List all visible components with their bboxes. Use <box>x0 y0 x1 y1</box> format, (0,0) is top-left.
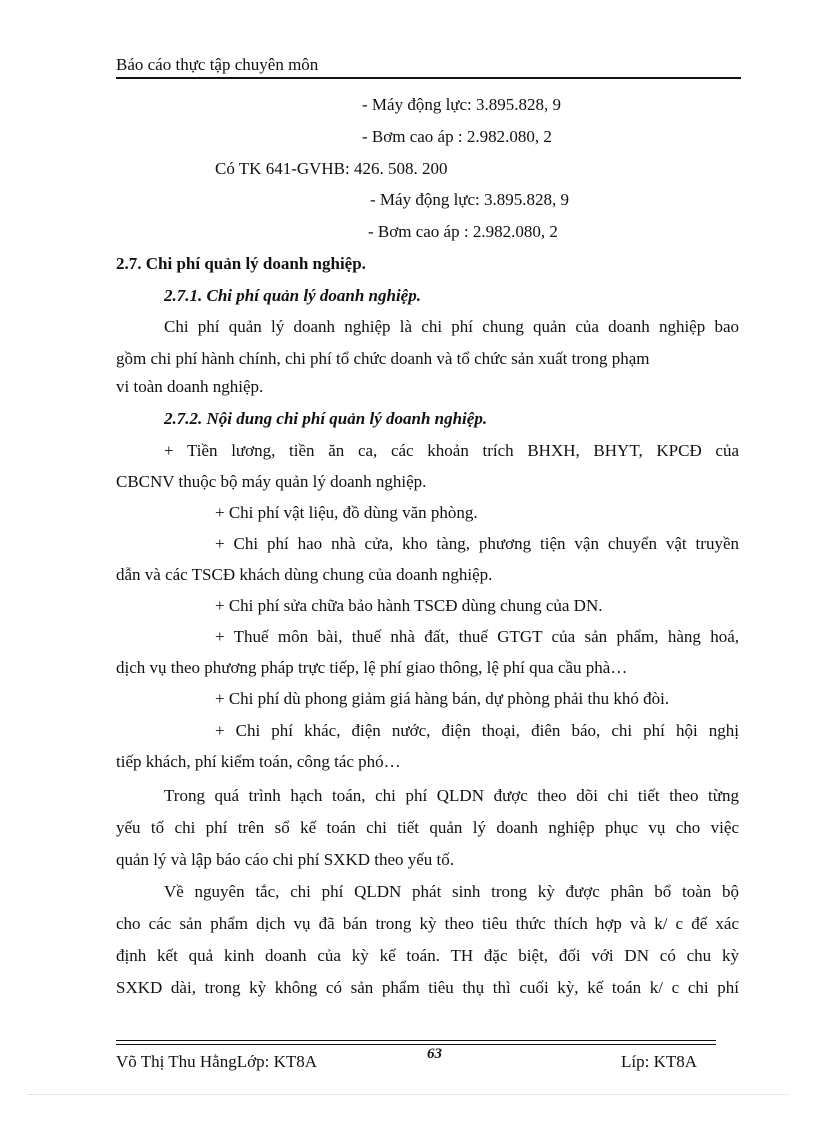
sub2-line-5: dẫn và các TSCĐ khách dùng chung của doanh nghiệp. <box>116 565 493 584</box>
para3-line-2: yếu tố chi phí trên sổ kế toán chi tiết quản lý doanh nghiệp phục vụ cho việc <box>116 818 739 837</box>
entry-line-5: - Bơm cao áp : 2.982.080, 2 <box>368 222 558 241</box>
sub2-line-2: CBCNV thuộc bộ máy quản lý doanh nghiệp. <box>116 472 427 491</box>
para4-line-2: cho các sản phẩm dịch vụ đã bán trong kỳ theo tiêu thức thích hợp và k/ c để xác <box>116 914 739 933</box>
sub1-line-3: vi toàn doanh nghiệp. <box>116 377 264 396</box>
header-rule <box>116 77 741 79</box>
sub2-line-4: + Chi phí hao nhà cửa, kho tàng, phương tiện vận chuyển vật truyền <box>215 534 739 553</box>
para3-line-1: Trong quá trình hạch toán, chi phí QLDN được theo dõi chi tiết theo từng <box>164 786 739 805</box>
sub2-line-1: + Tiền lương, tiền ăn ca, các khoản trích BHXH, BHYT, KPCĐ của <box>164 441 739 460</box>
section-heading: 2.7. Chi phí quản lý doanh nghiệp. <box>116 254 366 273</box>
sub2-line-11: tiếp khách, phí kiểm toán, công tác phó… <box>116 752 401 771</box>
sub2-line-7: + Thuế môn bài, thuế nhà đất, thuế GTGT của sản phẩm, hàng hoá, <box>215 627 739 646</box>
entry-line-2: - Bơm cao áp : 2.982.080, 2 <box>362 127 552 146</box>
page-edge-divider <box>28 1094 788 1095</box>
footer-author: Võ Thị Thu HằngLớp: KT8A <box>116 1052 318 1071</box>
entry-line-4: - Máy động lực: 3.895.828, 9 <box>370 190 570 209</box>
footer-rule-bottom <box>116 1044 716 1045</box>
footer-class: Líp: KT8A <box>621 1052 698 1071</box>
entry-line-3: Có TK 641-GVHB: 426. 508. 200 <box>215 159 448 178</box>
footer-rule-top <box>116 1040 716 1041</box>
sub2-line-8: dịch vụ theo phương pháp trực tiếp, lệ phí giao thông, lệ phí qua cầu phà… <box>116 658 628 677</box>
sub1-line-1: Chi phí quản lý doanh nghiệp là chi phí chung quản của doanh nghiệp bao <box>164 317 739 336</box>
subsection-2-heading: 2.7.2. Nội dung chi phí quản lý doanh nghiệp. <box>164 409 488 428</box>
page-number: 63 <box>427 1046 442 1062</box>
sub2-line-10: + Chi phí khác, điện nước, điện thoại, điên báo, chi phí hội nghị <box>215 721 739 740</box>
para4-line-1: Về nguyên tắc, chi phí QLDN phát sinh trong kỳ được phân bổ toàn bộ <box>164 882 739 901</box>
para4-line-4: SXKD dài, trong kỳ không có sản phẩm tiêu thụ thì cuối kỳ, kế toán k/ c chi phí <box>116 978 739 997</box>
sub2-line-6: + Chi phí sửa chữa bảo hành TSCĐ dùng chung của DN. <box>215 596 603 615</box>
subsection-1-heading: 2.7.1. Chi phí quản lý doanh nghiệp. <box>164 286 421 305</box>
entry-line-1: - Máy động lực: 3.895.828, 9 <box>362 95 562 114</box>
sub2-line-3: + Chi phí vật liệu, đồ dùng văn phòng. <box>215 503 478 522</box>
sub2-line-9: + Chi phí dù phong giảm giá hàng bán, dự phòng phải thu khó đòi. <box>215 689 670 708</box>
sub1-line-2: gồm chi phí hành chính, chi phí tổ chức doanh và tổ chức sản xuất trong phạm <box>116 349 650 368</box>
para4-line-3: định kết quả kinh doanh của kỳ kế toán. TH đặc biệt, đối với DN có chu kỳ <box>116 946 739 965</box>
para3-line-3: quản lý và lập báo cáo chi phí SXKD theo yếu tố. <box>116 850 455 869</box>
header-title: Báo cáo thực tập chuyên môn <box>116 55 319 74</box>
